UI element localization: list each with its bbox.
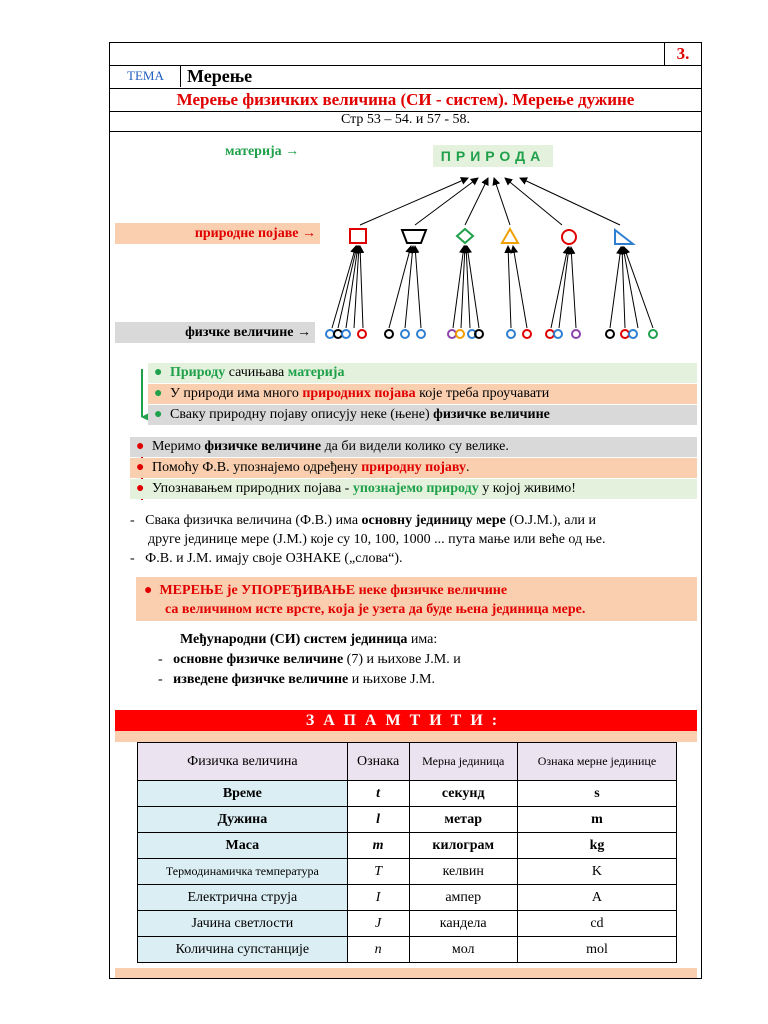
dash-text: друге јединице мере (Ј.М.) које су 10, 100, 1000 ... пута мање или веће од ње. — [148, 532, 606, 547]
header-cell: Мерна јединица — [409, 743, 517, 781]
list-item: ● Помоћу Ф.В. упознајемо одређену природну појаву. — [130, 458, 697, 478]
tema-label: ТЕМА — [127, 68, 164, 83]
triangle-shape — [502, 229, 518, 243]
table-row: Количина супстанције n мол mol — [138, 937, 677, 963]
list-item: ● Природу сачињава материја — [148, 363, 697, 383]
header-cell: Физичка величина — [138, 743, 348, 781]
list-item: ● Сваку природну појаву описују неке (њене) физичке величине — [148, 405, 697, 425]
definition-line: са величином исте врсте, која је узета да буде њена јединица мере. — [165, 602, 586, 617]
si-title: Међународни (СИ) систем јединица има: — [180, 632, 438, 647]
table-row: Јачина светлости J кандела cd — [138, 911, 677, 937]
right-triangle-shape — [615, 230, 633, 244]
page-reference: Стр 53 – 54. и 57 - 58. — [340, 112, 471, 127]
si-item: - изведене физичке величине и њихове Ј.М. — [158, 672, 435, 687]
table-row: Термодинамичка температура T келвин K — [138, 859, 677, 885]
table-row: Време t секунд s — [138, 781, 677, 807]
circle-shape — [562, 230, 576, 244]
remember-banner: ЗАПАМТИТИ: — [115, 710, 697, 731]
table-row: Маса m килограм kg — [138, 833, 677, 859]
si-item: - основне физичке величине (7) и њихове Ј.М. и — [158, 652, 461, 667]
subtitle: Мерење физичких величина (СИ - систем). Мерење дужине — [176, 90, 635, 109]
priroda-box: ПРИРОДА — [433, 145, 553, 167]
si-units-table — [137, 742, 677, 963]
header-cell: Ознака — [347, 743, 409, 781]
list-item: ● У природи има много природних појава које треба проучавати — [148, 384, 697, 404]
trapezoid-shape — [402, 230, 426, 243]
square-shape — [350, 229, 366, 243]
page-title: Мерење — [187, 66, 253, 86]
dash-text: - Ф.В. и Ј.М. имају своје ОЗНАКЕ („слова“). — [130, 551, 403, 566]
label-prirodne-pojave: природне појаве → — [115, 223, 320, 244]
diamond-shape — [457, 229, 473, 243]
list-item: ● Меримо физичке величине да би видели колико су велике. — [130, 437, 697, 457]
nature-diagram — [110, 43, 703, 363]
table-row: Електрична струја I ампер A — [138, 885, 677, 911]
page-number: 3. — [664, 43, 701, 65]
label-fizicke-velicine: физчке величине → — [115, 322, 315, 343]
table-row: Дужина l метар m — [138, 807, 677, 833]
header-cell: Ознака мерне јединице — [517, 743, 676, 781]
definition-line: ● МЕРЕЊЕ је УПОРЕЂИВАЊЕ неке физичке величине — [144, 583, 508, 598]
worksheet-frame — [109, 42, 702, 979]
label-materija: материја → — [225, 144, 300, 159]
dash-text: - Свака физичка величина (Ф.В.) има основну јединицу мере (О.Ј.М.), али и — [130, 513, 597, 528]
list-item: ● Упознавањем природних појава - упознајемо природу у којој живимо! — [130, 479, 697, 499]
